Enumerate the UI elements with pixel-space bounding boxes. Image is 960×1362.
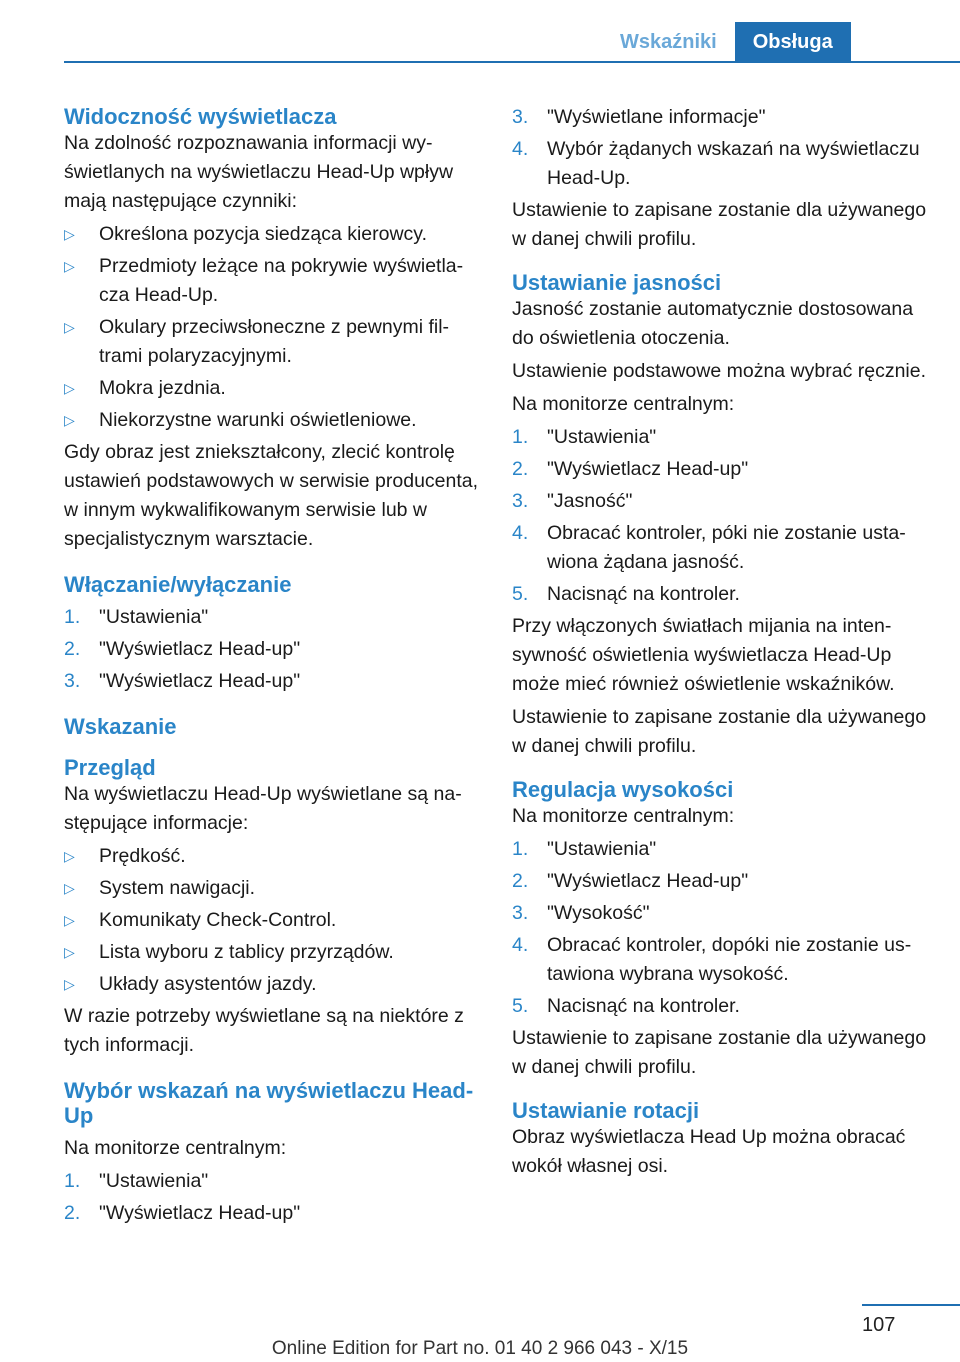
- section-tabs: [602, 22, 851, 62]
- list-item: ▷ Komunikaty Check-Control.: [64, 906, 482, 935]
- list-item: 3. "Wyświetlacz Head-up": [64, 670, 301, 692]
- list-item: 4. Obracać kontroler, póki nie zostanie ustawiona żądana jasność.: [512, 522, 906, 573]
- list-item: ▷ System nawigacji.: [64, 874, 482, 903]
- list-item: 4. Wybór żądanych wskazań na wyświetlaczu Head-Up.: [512, 138, 920, 189]
- list-item: 1. "Ustawienia": [64, 1170, 209, 1192]
- visibility-factors-list: [64, 220, 482, 435]
- triangle-bullet-icon: ▷: [64, 226, 75, 242]
- brightness-p5: Ustawienie to zapisane zostanie dla używanego w danej chwili profilu.: [512, 706, 927, 757]
- on-off-steps: [64, 603, 482, 696]
- brightness-p2: Ustawienie podstawowe można wybrać ręcznie.: [512, 360, 927, 382]
- list-item: ▷ Prędkość.: [64, 842, 482, 871]
- list-item: ▷ Układy asystentów jazdy.: [64, 970, 482, 999]
- heading-rotation: Ustawianie rotacji: [512, 1098, 700, 1123]
- list-item: ▷ Określona pozycja siedząca kierowcy.: [64, 220, 482, 249]
- heading-select-display: Wybór wskazań na wyświetlaczu Head-Up: [64, 1078, 474, 1128]
- list-item: 3. "Jasność": [512, 490, 633, 512]
- triangle-bullet-icon: ▷: [64, 412, 75, 428]
- heading-on-off: Włączanie/wyłączanie: [64, 572, 292, 597]
- heading-height: Regulacja wysokości: [512, 777, 734, 802]
- list-item: 3. "Wyświetlane informacje": [512, 106, 766, 128]
- overview-list: [64, 842, 482, 999]
- triangle-bullet-icon: ▷: [64, 912, 75, 928]
- visibility-outro: Gdy obraz jest zniekształcony, zlecić kontrolę ustawień podstawowych w serwisie producenta, w innym wykwalifikowanym serwisie lub w specjalistycznym warsztacie.: [64, 441, 479, 550]
- right-column: [512, 100, 932, 1185]
- list-item: 2. "Wyświetlacz Head-up": [64, 638, 301, 660]
- list-item: 5. Nacisnąć na kontroler.: [512, 583, 740, 605]
- triangle-bullet-icon: ▷: [64, 944, 75, 960]
- list-item: ▷ Przedmioty leżące na pokrywie wyświetlacza Head-Up.: [64, 252, 482, 310]
- height-intro: Na monitorze centralnym:: [512, 805, 735, 827]
- list-item: 3. "Wysokość": [512, 902, 650, 924]
- list-item: 1. "Ustawienia": [64, 606, 209, 628]
- footer-rule: [862, 1304, 960, 1306]
- header-rule: [64, 61, 960, 63]
- brightness-steps: [512, 423, 932, 609]
- list-item: ▷ Niekorzystne warunki oświetleniowe.: [64, 406, 482, 435]
- list-item: 5. Nacisnąć na kontroler.: [512, 995, 740, 1017]
- height-outro: Ustawienie to zapisane zostanie dla używanego w danej chwili profilu.: [512, 1027, 927, 1078]
- list-item: ▷ Okulary przeciwsłoneczne z pewnymi filtrami polaryzacyjnymi.: [64, 313, 482, 371]
- heading-display: Wskazanie: [64, 714, 177, 739]
- triangle-bullet-icon: ▷: [64, 319, 75, 335]
- overview-outro: W razie potrzeby wyświetlane są na niektóre z tych informacji.: [64, 1005, 464, 1056]
- triangle-bullet-icon: ▷: [64, 258, 75, 274]
- list-item: 1. "Ustawienia": [512, 838, 657, 860]
- brightness-p3: Na monitorze centralnym:: [512, 393, 735, 415]
- list-item: ▷ Lista wyboru z tablicy przyrządów.: [64, 938, 482, 967]
- list-item: 2. "Wyświetlacz Head-up": [512, 458, 749, 480]
- triangle-bullet-icon: ▷: [64, 976, 75, 992]
- overview-intro: Na wyświetlaczu Head-Up wyświetlane są następujące informacje:: [64, 783, 462, 834]
- triangle-bullet-icon: ▷: [64, 380, 75, 396]
- triangle-bullet-icon: ▷: [64, 848, 75, 864]
- list-item: 4. Obracać kontroler, dopóki nie zostanie ustawiona wybrana wysokość.: [512, 934, 912, 985]
- heading-brightness: Ustawianie jasności: [512, 270, 722, 295]
- list-item: 1. "Ustawienia": [512, 426, 657, 448]
- triangle-bullet-icon: ▷: [64, 880, 75, 896]
- tab-obsluga[interactable]: Obsługa: [735, 22, 851, 62]
- heading-visibility: Widoczność wyświetlacza: [64, 104, 337, 129]
- rotation-p1: Obraz wyświetlacza Head Up można obracać wokół własnej osi.: [512, 1126, 906, 1177]
- brightness-p4: Przy włączonych światłach mijania na intensywność oświetlenia wyświetlacza Head-Up może mieć również oświetlenie wskaźników.: [512, 615, 895, 695]
- select-display-steps: [64, 1167, 482, 1228]
- height-steps: [512, 835, 932, 1021]
- visibility-intro: Na zdolność rozpoznawania informacji wyświetlanych na wyświetlaczu Head-Up wpływ mają następujące czynniki:: [64, 132, 454, 212]
- list-item: ▷ Mokra jezdnia.: [64, 374, 482, 403]
- tab-wskazniki[interactable]: Wskaźniki: [602, 22, 735, 62]
- edition-footer: Online Edition for Part no. 01 40 2 966 043 - X/15: [271, 1338, 689, 1359]
- list-item: 2. "Wyświetlacz Head-up": [512, 870, 749, 892]
- left-column: [64, 100, 482, 1231]
- brightness-p1: Jasność zostanie automatycznie dostosowana do oświetlenia otoczenia.: [512, 298, 914, 349]
- select-display-outro: Ustawienie to zapisane zostanie dla używanego w danej chwili profilu.: [512, 199, 927, 250]
- page-number: 107: [862, 1314, 896, 1336]
- select-display-steps-cont: [512, 103, 932, 193]
- select-display-intro: Na monitorze centralnym:: [64, 1137, 287, 1159]
- list-item: 2. "Wyświetlacz Head-up": [64, 1202, 301, 1224]
- heading-overview: Przegląd: [64, 755, 156, 780]
